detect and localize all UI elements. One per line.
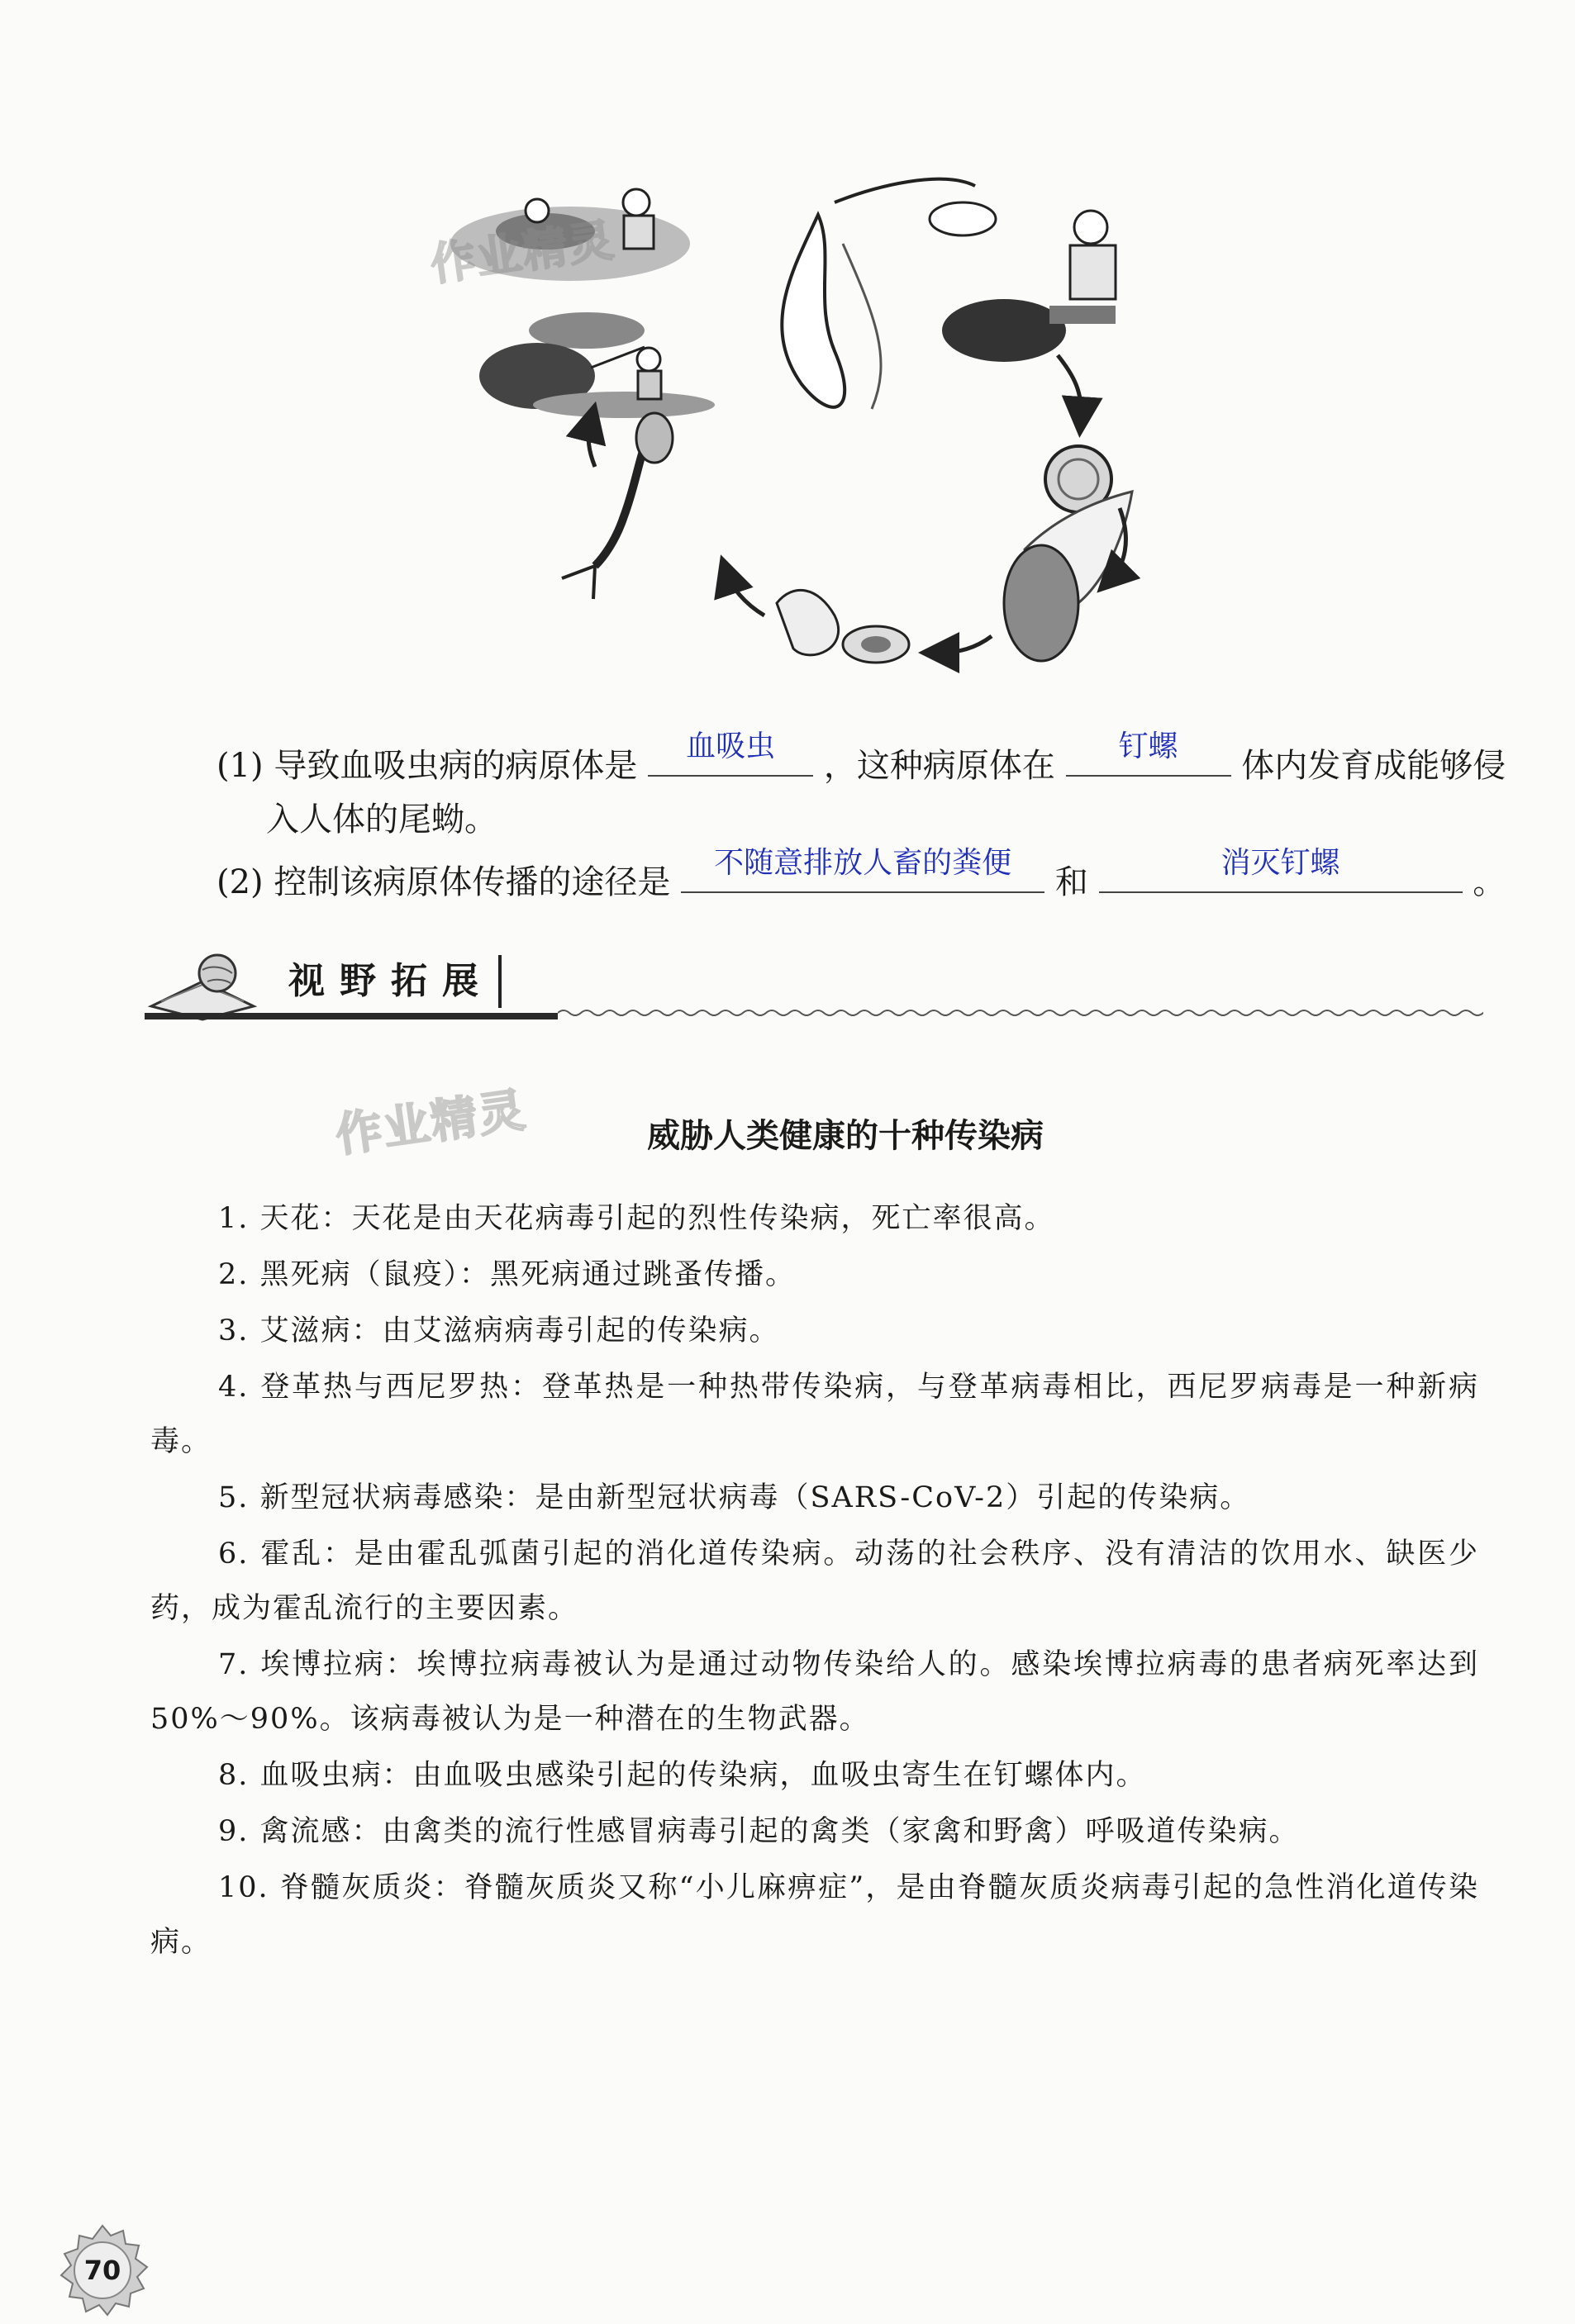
question-2-text-b: 和 [1054,863,1088,901]
section-header [145,948,1483,1031]
question-2-text-a: 控制该病原体传播的途径是 [274,863,671,901]
question-1-text-d: 入人体的尾蚴。 [266,801,497,839]
question-1-blank-1 [648,730,813,777]
article-paragraph-1: 1. 天花：天花是由天花病毒引起的烈性传染病，死亡率很高。 [218,1202,1055,1235]
schistosome-life-cycle-figure [427,153,1273,698]
book-globe-icon [145,948,260,1023]
question-1-answer-1: 血吸虫 [686,730,776,763]
question-1-text-a: 导致血吸虫病的病原体是 [274,747,638,785]
question-2-line [217,846,1506,905]
article-paragraph-2: 2. 黑死病（鼠疫）：黑死病通过跳蚤传播。 [218,1258,797,1291]
article-paragraph-6: 6. 霍乱：是由霍乱弧菌引起的消化道传染病。动荡的社会秩序、没有清洁的饮用水、缺医少药，成为霍乱流行的主要因素。 [150,1537,1479,1625]
watermark: 作业精灵 [427,213,618,292]
question-1-text-b: ，这种病原体在 [823,747,1055,785]
question-1-blank-2 [1066,730,1231,777]
article-paragraph-9: 9. 禽流感：由禽类的流行性感冒病毒引起的禽类（家禽和野禽）呼吸道传染病。 [218,1815,1300,1848]
article-title: 威胁人类健康的十种传染病 [647,1117,1044,1155]
question-1-number: (1) [217,747,264,785]
article-paragraph-4: 4. 登革热与西尼罗热：登革热是一种热带传染病，与登革病毒相比，西尼罗病毒是一种新病毒。 [150,1371,1479,1458]
question-1-line-2 [266,796,497,843]
question-1-line-1 [217,730,1506,789]
question-2-blank-1 [681,846,1044,893]
article-paragraph-10: 10. 脊髓灰质炎：脊髓灰质炎又称“小儿麻痹症”，是由脊髓灰质炎病毒引起的急性消化道传染病。 [150,1871,1479,1959]
article-paragraph-3: 3. 艾滋病：由艾滋病病毒引起的传染病。 [218,1314,780,1347]
farmer-ploughing-scene [479,343,715,418]
article-paragraph-8: 8. 血吸虫病：由血吸虫感染引起的传染病，血吸虫寄生在钉螺体内。 [218,1759,1147,1792]
watermark-2: 作业精灵 [332,1083,531,1163]
question-2-answer-2: 消灭钉螺 [1221,846,1340,880]
section-title: 视野拓展 [283,955,502,1008]
question-2-blank-2 [1099,846,1463,893]
article-paragraph-7: 7. 埃博拉病：埃博拉病毒被认为是通过动物传染给人的。感染埃博拉病毒的患者病死率达到 50%～90%。该病毒被认为是一种潜在的生物武器。 [150,1648,1479,1736]
page-number-badge [53,2221,152,2320]
animals-and-man-scene [930,202,1116,362]
question-2-number: (2) [217,863,264,901]
question-1-text-c: 体内发育成能够侵 [1241,747,1506,785]
question-1-answer-2: 钉螺 [1118,730,1178,763]
oncomelania-snails [777,590,909,663]
section-wavy-rule [558,1006,1483,1019]
question-2-text-c: 。 [1473,863,1506,901]
page-number: 70 [83,2255,121,2286]
section-bar [145,1013,558,1019]
article-paragraph-5: 5. 新型冠状病毒感染：是由新型冠状病毒（SARS-CoV-2）引起的传染病。 [218,1481,1251,1514]
question-2-answer-1: 不随意排放人畜的粪便 [714,846,1012,880]
cercaria-stage [562,413,673,599]
